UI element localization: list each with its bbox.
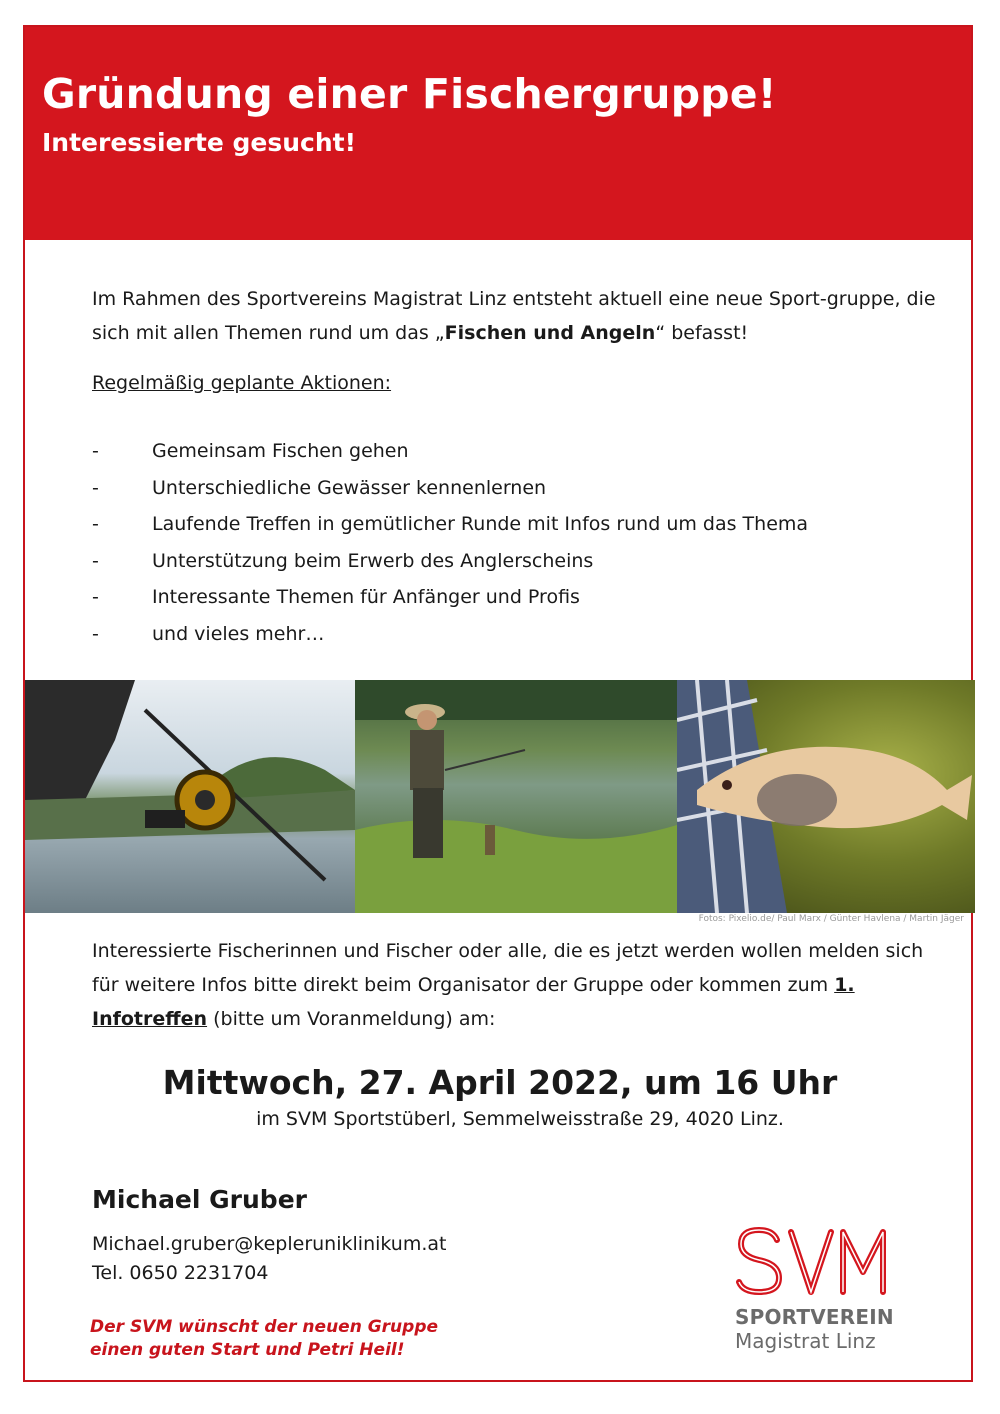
organizer-name: Michael Gruber xyxy=(92,1185,307,1214)
fishing-reel-illustration xyxy=(25,680,355,913)
svm-logo xyxy=(733,1222,913,1362)
trout-illustration xyxy=(677,680,975,913)
list-bullet: - xyxy=(92,549,99,572)
actions-heading: Regelmäßig geplante Aktionen: xyxy=(92,372,392,394)
photo-credit: Fotos: Pixelio.de/ Paul Marx / Günter Havlena / Martin Jäger xyxy=(698,914,964,924)
event-date: Mittwoch, 27. April 2022, um 16 Uhr xyxy=(162,1063,838,1102)
list-item-text: und vieles mehr… xyxy=(152,622,325,645)
event-location: im SVM Sportstüberl, Semmelweisstraße 29, 4020 Linz. xyxy=(256,1108,784,1130)
list-item-text: Unterstützung beim Erwerb des Anglerscheins xyxy=(152,549,594,572)
logo-club-name: SPORTVEREIN xyxy=(735,1305,894,1329)
page-subtitle: Interessierte gesucht! xyxy=(42,128,357,157)
list-bullet: - xyxy=(92,622,99,645)
svm-logo-letters xyxy=(733,1222,893,1300)
angler-illustration xyxy=(355,680,677,913)
list-bullet: - xyxy=(92,586,99,608)
list-item xyxy=(92,435,808,472)
intro-text-start: Im Rahmen des Sportvereins Magistrat Linz entsteht aktuell eine neue Sport-gruppe, die sich mit allen Themen rund um das „ xyxy=(92,288,936,344)
actions-list xyxy=(92,435,808,654)
closing-wish-line-2: einen guten Start und Petri Heil! xyxy=(90,1340,405,1360)
list-item xyxy=(92,545,808,582)
list-item-text: Unterschiedliche Gewässer kennenlernen xyxy=(152,476,547,499)
page-title: Gründung einer Fischergruppe! xyxy=(42,70,777,118)
list-item xyxy=(92,581,808,618)
contact-text-end: (bitte um Voranmeldung) am: xyxy=(207,1008,496,1030)
contact-paragraph xyxy=(92,934,952,1036)
photo-fishing-reel xyxy=(25,680,355,913)
list-bullet: - xyxy=(92,440,99,462)
intro-highlight: Fischen und Angeln xyxy=(444,322,656,344)
organizer-email: Michael.gruber@kepleruniklinikum.at xyxy=(92,1233,447,1255)
list-bullet: - xyxy=(92,513,99,535)
list-item xyxy=(92,472,808,509)
contact-text-start: Interessierte Fischerinnen und Fischer oder alle, die es jetzt werden wollen melden sich für weitere Infos bitte direkt beim Organisator der Gruppe oder kommen zum xyxy=(92,940,924,996)
list-item-text: Laufende Treffen in gemütlicher Runde mit Infos rund um das Thema xyxy=(152,513,809,535)
list-bullet: - xyxy=(92,476,99,499)
logo-club-subtitle: Magistrat Linz xyxy=(735,1329,876,1353)
photo-trout-in-hand xyxy=(677,680,975,913)
closing-wish xyxy=(90,1316,438,1362)
list-item xyxy=(92,508,808,545)
intro-paragraph xyxy=(92,282,952,350)
organizer-phone: Tel. 0650 2231704 xyxy=(92,1262,269,1284)
list-item-text: Gemeinsam Fischen gehen xyxy=(152,440,409,462)
photo-angler-at-lake xyxy=(355,680,677,913)
intro-text-end: “ befasst! xyxy=(655,322,749,344)
list-item xyxy=(92,618,808,655)
closing-wish-line-1: Der SVM wünscht der neuen Gruppe xyxy=(90,1317,439,1337)
infotreffen-label: 1. Infotreffen xyxy=(92,974,855,1030)
photo-strip xyxy=(25,680,975,913)
list-item-text: Interessante Themen für Anfänger und Profis xyxy=(152,586,580,608)
